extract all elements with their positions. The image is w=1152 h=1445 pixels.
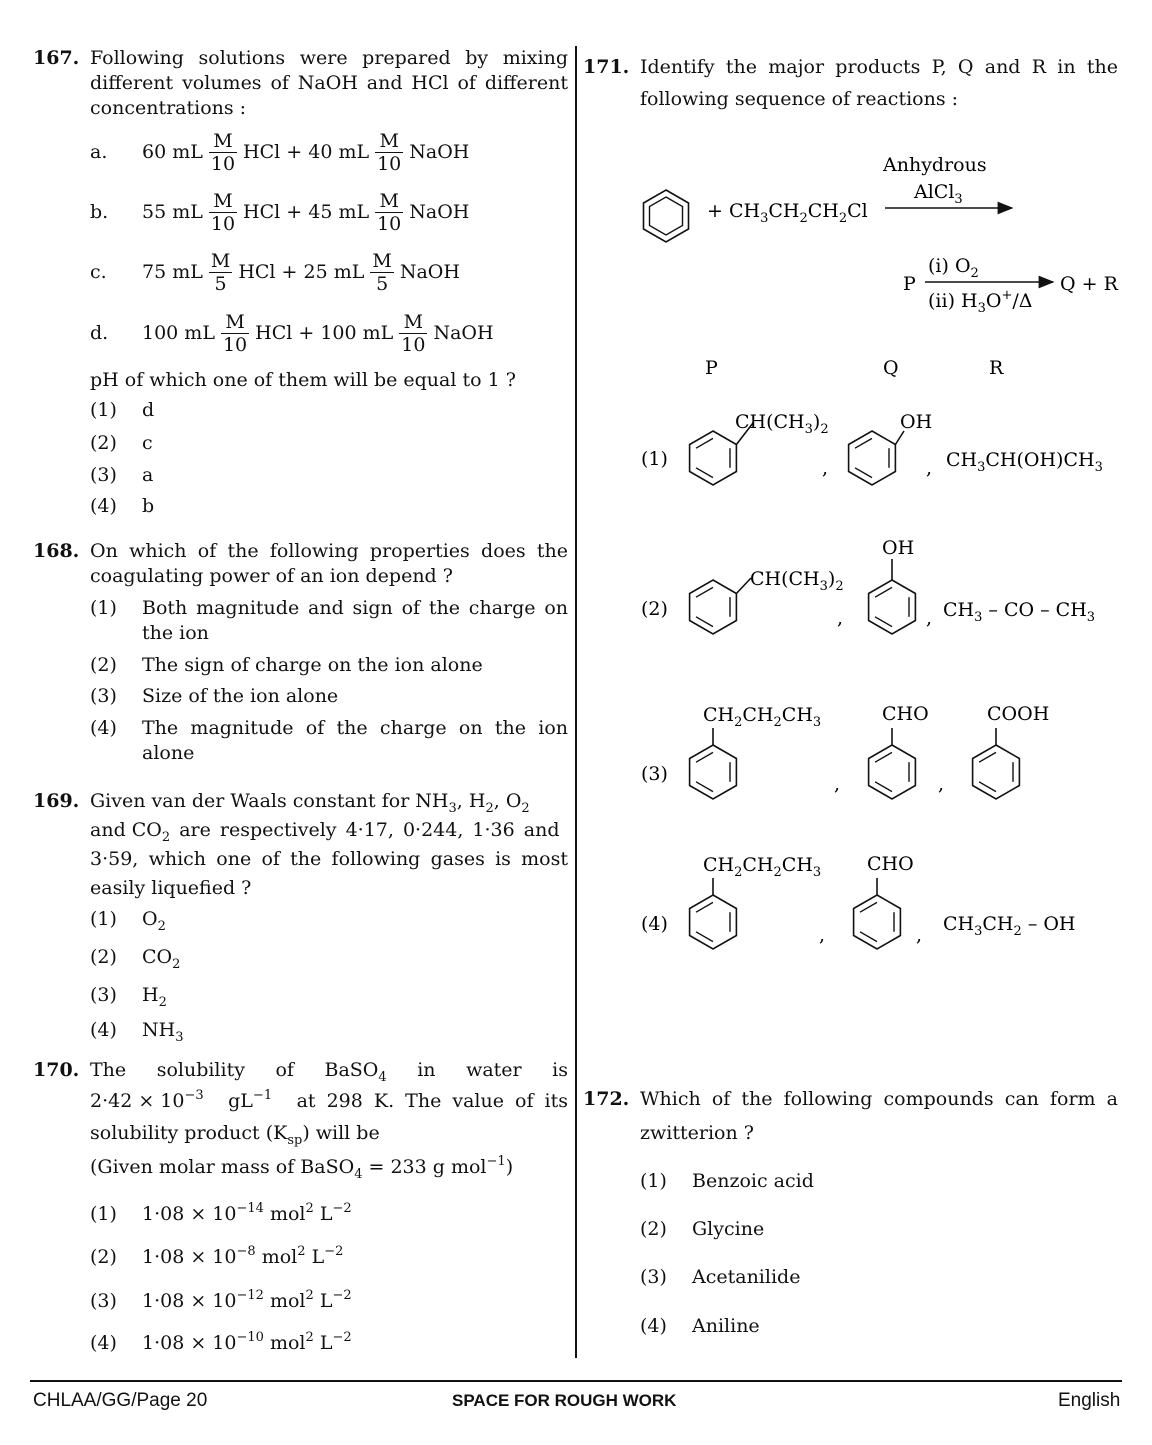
q169-option-3: (3) $H_2$ bbox=[90, 984, 167, 1010]
opt3-comma-2: , bbox=[938, 773, 945, 795]
q168-option-2-number: (2) bbox=[90, 654, 117, 676]
q167-option-3: (3) a bbox=[90, 464, 154, 486]
opt4-comma-1: , bbox=[819, 924, 826, 946]
opt4-Q-benzaldehyde-icon bbox=[854, 878, 901, 949]
header-P: P bbox=[705, 357, 718, 379]
q167-mixture-a: a. 60 mL $\frac{M}{10}$ HCl + 40 mL $\frac{M}{10}$ NaOH bbox=[90, 130, 470, 175]
opt3-R-substituent: COOH bbox=[987, 703, 1050, 725]
opt3-Q-benzaldehyde-icon bbox=[869, 728, 916, 799]
opt1-Q-substituent: OH bbox=[900, 411, 933, 433]
q168-option-1-line1: Both magnitude and sign of the charge on bbox=[142, 597, 568, 619]
q167-mixture-b: b. 55 mL $\frac{M}{10}$ HCl + 45 mL $\frac{M}{10}$ NaOH bbox=[90, 190, 470, 235]
opt2-P-substituent: $CH(CH_3)_2$ bbox=[750, 568, 844, 594]
q171-stem-1: Identify the major products P, Q and R in the bbox=[640, 56, 1118, 78]
opt2-R: $CH_3$ – CO – $CH_3$ bbox=[943, 599, 1096, 625]
q172-stem-1: Which of the following compounds can form a bbox=[640, 1088, 1118, 1110]
opt1-R: $CH_3CH(OH)CH_3$ bbox=[946, 449, 1103, 475]
opt4-R: $CH_3CH_2$ – OH bbox=[943, 913, 1076, 939]
q170-line4: (Given molar mass of BaSO$_4$ = 233 g mol$^{-1}$) bbox=[90, 1154, 514, 1182]
q172-number: 172. bbox=[583, 1088, 630, 1110]
q167-number: 167. bbox=[33, 47, 80, 69]
footer-rule bbox=[30, 1380, 1122, 1382]
opt4-number: (4) bbox=[641, 913, 668, 935]
q168-stem-2: coagulating power of an ion depend ? bbox=[90, 565, 453, 587]
opt1-P-substituent: $CH(CH_3)_2$ bbox=[735, 411, 829, 437]
q170-option-4: (4) $1\cdot 08 \times 10^{-10}$ mol$^2$ $L^{-2}$ bbox=[90, 1330, 352, 1354]
q167-stem-3: concentrations : bbox=[90, 97, 247, 119]
q170-option-2: (2) $1\cdot 08 \times 10^{-8}$ mol$^2$ $L^{-2}$ bbox=[90, 1244, 344, 1268]
q170-line1: The solubility of BaSO$_4$ in water is bbox=[90, 1059, 568, 1085]
q169-stem-line1: Given van der Waals constant for $NH_3$, $H_2$, $O_2$ bbox=[90, 790, 530, 816]
q169-stem-line2: and $CO_2$ are respectively 4·17, 0·244, 1·36 and bbox=[90, 819, 560, 845]
q170-line3: solubility product $(K_{sp})$ will be bbox=[90, 1122, 380, 1148]
opt3-P-benzene-icon bbox=[690, 728, 737, 799]
q169-stem-line3: 3·59, which one of the following gases is most bbox=[90, 848, 568, 870]
q169-stem-line4: easily liquefied ? bbox=[90, 877, 252, 899]
q172-option-1: (1) Benzoic acid bbox=[640, 1170, 814, 1192]
step2-bottom: (ii) $H_3O^+/\Delta$ bbox=[928, 288, 1033, 316]
opt2-Q-substituent: OH bbox=[882, 537, 915, 559]
q168-option-4-number: (4) bbox=[90, 717, 117, 739]
step2-top: (i) $O_2$ bbox=[928, 255, 979, 281]
column-divider bbox=[575, 46, 577, 1358]
opt2-Q-phenol-icon bbox=[869, 559, 916, 634]
products-label: Q + R bbox=[1060, 273, 1118, 295]
q167-question: pH of which one of them will be equal to 1 ? bbox=[90, 369, 516, 391]
footer-rough-work: SPACE FOR ROUGH WORK bbox=[452, 1391, 677, 1410]
opt4-P-benzene-icon bbox=[690, 878, 737, 949]
q168-option-3-number: (3) bbox=[90, 685, 117, 707]
q171-reaction-scheme bbox=[580, 140, 1140, 1060]
opt2-comma-1: , bbox=[837, 607, 844, 629]
reagent-bottom: AlCl$_3$ bbox=[914, 181, 963, 207]
q170-option-1: (1) $1\cdot 08 \times 10^{-14}$ mol$^2$ $L^{-2}$ bbox=[90, 1201, 352, 1225]
q170-line2: $2\cdot 42 \times 10^{-3}$ $gL^{-1}$ at 298 K. The value of its bbox=[90, 1088, 568, 1112]
q172-option-3: (3) Acetanilide bbox=[640, 1266, 801, 1288]
q172-stem-2: zwitterion ? bbox=[640, 1122, 754, 1144]
q168-stem-1: On which of the following properties does the bbox=[90, 540, 568, 562]
q167-option-4: (4) b bbox=[90, 495, 155, 517]
opt2-P-benzene-icon bbox=[690, 578, 751, 634]
q172-option-2: (2) Glycine bbox=[640, 1218, 765, 1240]
opt3-R-benzoic-acid-icon bbox=[973, 728, 1020, 799]
q167-mixture-d: d. 100 mL $\frac{M}{10}$ HCl + 100 mL $\frac{M}{10}$ NaOH bbox=[90, 311, 494, 356]
q169-number: 169. bbox=[33, 790, 80, 812]
q169-option-2: (2) $CO_2$ bbox=[90, 946, 181, 972]
benzene-reactant-icon bbox=[644, 190, 689, 242]
opt3-P-substituent: $CH_2CH_2CH_3$ bbox=[703, 704, 822, 730]
q168-option-1-line2: the ion bbox=[142, 622, 209, 644]
header-R: R bbox=[989, 357, 1004, 379]
q172-option-4: (4) Aniline bbox=[640, 1315, 760, 1337]
P-start: P bbox=[903, 273, 916, 295]
q167-option-2: (2) c bbox=[90, 432, 153, 454]
q171-number: 171. bbox=[583, 56, 630, 78]
opt1-comma-1: , bbox=[822, 457, 829, 479]
opt1-number: (1) bbox=[641, 448, 668, 470]
q168-option-1-number: (1) bbox=[90, 597, 117, 619]
q169-option-4: (4) $NH_3$ bbox=[90, 1019, 184, 1045]
q170-option-3: (3) $1\cdot 08 \times 10^{-12}$ mol$^2$ $L^{-2}$ bbox=[90, 1288, 352, 1312]
footer-page-code: CHLAA/GG/Page 20 bbox=[33, 1390, 208, 1411]
opt3-Q-substituent: CHO bbox=[882, 703, 929, 725]
q167-mixture-c: c. 75 mL $\frac{M}{5}$ HCl + 25 mL $\frac{M}{5}$ NaOH bbox=[90, 250, 460, 295]
footer-language: English bbox=[1058, 1390, 1121, 1411]
q168-number: 168. bbox=[33, 540, 80, 562]
reactant-text: + $CH_3CH_2CH_2Cl$ bbox=[707, 200, 868, 226]
q168-option-4-line1: The magnitude of the charge on the ion bbox=[142, 717, 568, 739]
q171-stem-2: following sequence of reactions : bbox=[640, 88, 959, 110]
opt1-comma-2: , bbox=[926, 457, 933, 479]
q169-option-1: (1) $O_2$ bbox=[90, 908, 166, 934]
q167-stem-2: different volumes of NaOH and HCl of different bbox=[90, 72, 568, 94]
opt2-comma-2: , bbox=[926, 607, 933, 629]
opt3-comma-1: , bbox=[834, 773, 841, 795]
opt4-comma-2: , bbox=[916, 924, 923, 946]
opt2-number: (2) bbox=[641, 598, 668, 620]
opt4-P-substituent: $CH_2CH_2CH_3$ bbox=[703, 854, 822, 880]
opt3-number: (3) bbox=[641, 763, 668, 785]
q167-option-1: (1) d bbox=[90, 399, 155, 421]
opt1-Q-phenol-icon bbox=[849, 431, 904, 485]
q168-option-2-text: The sign of charge on the ion alone bbox=[142, 654, 483, 676]
q167-stem-1: Following solutions were prepared by mixing bbox=[90, 47, 568, 69]
q168-option-4-line2: alone bbox=[142, 742, 195, 764]
opt4-Q-substituent: CHO bbox=[867, 853, 914, 875]
q168-option-3-text: Size of the ion alone bbox=[142, 685, 339, 707]
header-Q: Q bbox=[883, 357, 899, 379]
q170-number: 170. bbox=[33, 1059, 80, 1081]
reagent-top: Anhydrous bbox=[883, 154, 987, 176]
